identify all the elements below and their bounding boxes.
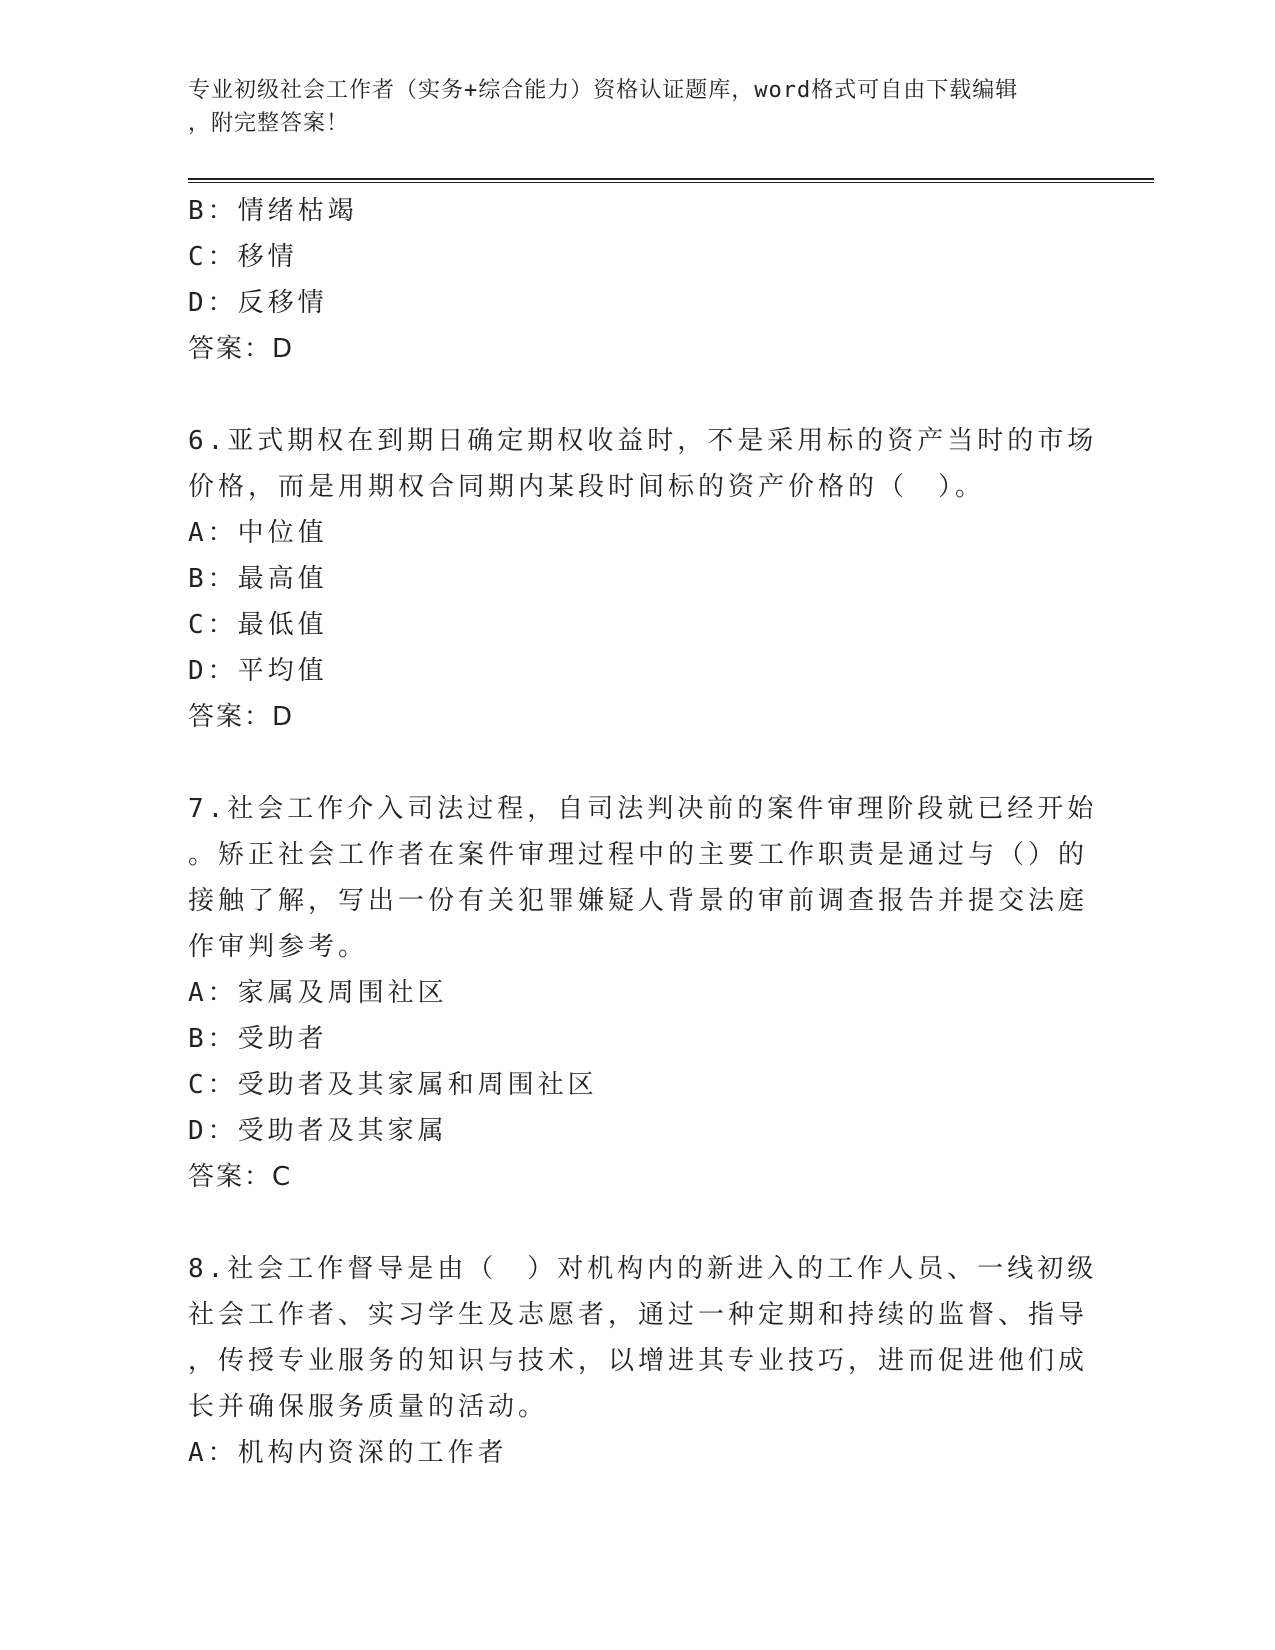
- q5-option-d: D：反移情: [188, 288, 328, 318]
- q6-option-d: D：平均值: [188, 656, 328, 686]
- q7-stem-line: 。矫正社会工作者在案件审理过程中的主要工作职责是通过与（）的: [188, 840, 1089, 870]
- q6-option-a: A：中位值: [188, 518, 328, 548]
- q7-answer: 答案：C: [188, 1162, 293, 1192]
- q7-stem-line: 7.社会工作介入司法过程，自司法判决前的案件审理阶段就已经开始: [188, 794, 1098, 824]
- q7-option-d: D：受助者及其家属: [188, 1116, 448, 1146]
- q8-stem-line: ，传授专业服务的知识与技术，以增进其专业技巧，进而促进他们成: [188, 1346, 1089, 1376]
- q8-option-a: A：机构内资深的工作者: [188, 1438, 508, 1468]
- question-list: [188, 188, 1098, 1476]
- spacer: [188, 740, 1088, 786]
- q6-stem-line: 6.亚式期权在到期日确定期权收益时，不是采用标的资产当时的市场: [188, 426, 1098, 456]
- q6-answer: 答案：D: [188, 702, 295, 732]
- q6-option-c: C：最低值: [188, 610, 328, 640]
- header-title-line-1: 专业初级社会工作者（实务+综合能力）资格认证题库，word格式可自由下载编辑: [188, 78, 1019, 103]
- q5-option-b: B：情绪枯竭: [188, 196, 358, 226]
- q8-stem-line: 社会工作者、实习学生及志愿者，通过一种定期和持续的监督、指导: [188, 1300, 1089, 1330]
- page-header: [188, 74, 1088, 140]
- q5-option-c: C：移情: [188, 242, 298, 272]
- q8-stem-line: 8.社会工作督导是由（ ）对机构内的新进入的工作人员、一线初级: [188, 1254, 1098, 1284]
- header-title-line-2: ，附完整答案！: [188, 111, 350, 136]
- spacer: [188, 1200, 1088, 1246]
- q8-stem-line: 长并确保服务质量的活动。: [188, 1392, 549, 1422]
- header-divider: [188, 178, 1154, 180]
- q5-answer: 答案：D: [188, 334, 295, 364]
- q6-stem-line: 价格，而是用期权合同期内某段时间标的资产价格的（ ）。: [188, 472, 986, 502]
- spacer: [188, 372, 1088, 418]
- q7-option-a: A：家属及周围社区: [188, 978, 448, 1008]
- header-divider-thin: [188, 182, 1154, 183]
- q7-stem-line: 作审判参考。: [188, 932, 369, 962]
- q7-stem-line: 接触了解，写出一份有关犯罪嫌疑人背景的审前调查报告并提交法庭: [188, 886, 1089, 916]
- q7-option-c: C：受助者及其家属和周围社区: [188, 1070, 598, 1100]
- q7-option-b: B：受助者: [188, 1024, 328, 1054]
- q6-option-b: B：最高值: [188, 564, 328, 594]
